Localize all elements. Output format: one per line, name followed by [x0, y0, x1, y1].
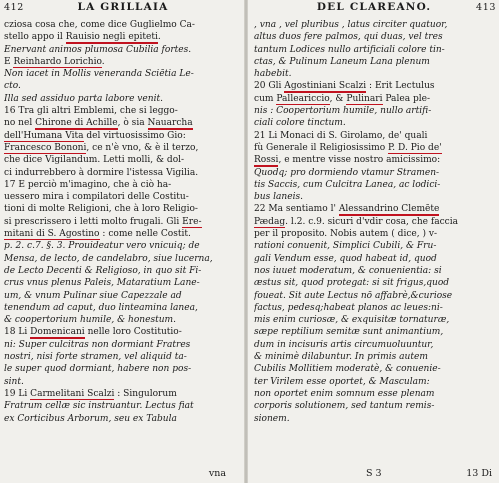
underlined-reference: Ere-	[182, 216, 202, 227]
right-page-number: 413	[476, 2, 496, 13]
text-segment: Mensa, de lecto, de candelabro, siue lucerna,	[4, 253, 213, 264]
text-line	[254, 277, 496, 289]
text-line	[4, 179, 240, 191]
text-segment: tenendum ad caput, duo linteamina lanea,	[4, 302, 198, 313]
text-segment: Enervant animos plumosa Cubilia fortes.	[4, 44, 192, 55]
underlined-reference: Carmelitani Scalzi	[30, 388, 115, 399]
text-segment: ni: Super culcitras non dormiant Fratres	[4, 339, 191, 350]
text-line	[4, 105, 240, 117]
text-segment: Non iacet in Mollis veneranda Sciētia Le-	[4, 69, 194, 80]
right-running-title: DEL CLAREANO.	[316, 1, 432, 13]
text-line	[4, 388, 240, 400]
text-line	[254, 179, 496, 191]
text-segment: fù Generale il Religiosissimo	[254, 142, 389, 153]
text-segment: ci indurrebbero à dormire l'istessa Vigilia.	[4, 167, 199, 178]
underlined-reference: Alessandrino Clemēte	[338, 204, 440, 215]
text-line	[254, 376, 496, 388]
underlined-reference: Domenicani	[30, 327, 85, 338]
text-segment: gali Vendum esse, quod habeat id, quod	[254, 253, 437, 264]
text-line	[254, 105, 496, 117]
text-line	[254, 167, 496, 179]
text-line	[4, 117, 240, 129]
text-line	[254, 191, 496, 203]
text-segment: de Lecto Decenti & Religioso, in quo sit Fi-	[4, 265, 202, 276]
left-page-number: 412	[4, 2, 24, 13]
text-line	[4, 167, 240, 179]
text-line	[4, 290, 240, 302]
text-segment: nis : Coopertorium humile, nullo artifi-	[254, 106, 432, 117]
text-line	[4, 93, 240, 105]
text-line	[254, 351, 496, 363]
left-page-text	[4, 19, 240, 425]
text-line	[254, 388, 496, 400]
text-segment: no nel	[4, 118, 36, 129]
text-line	[254, 363, 496, 375]
text-segment: altus duos fere palmos, qui duas, vel tres	[254, 32, 443, 43]
text-segment: , vna , vel pluribus , latus circiter quatuor,	[254, 20, 448, 30]
text-segment: p. 2. c.7. §. 3. Prouideatur vero vnicuiq; de	[4, 241, 200, 252]
text-line	[254, 19, 496, 31]
text-line	[4, 339, 240, 351]
text-segment: crus vnus plenus Paleis, Mataratium Lane-	[4, 278, 200, 289]
text-line	[4, 400, 240, 412]
text-line	[4, 203, 240, 215]
text-line	[4, 31, 240, 43]
text-segment: : come nelle Costit.	[99, 229, 191, 240]
text-segment: : Erit Lectulus	[366, 81, 435, 92]
underlined-reference: P. D. Pio de'	[388, 142, 442, 153]
right-page-header	[254, 1, 496, 17]
text-line	[4, 413, 240, 425]
text-segment: del virtuosissimo Gio:	[83, 130, 186, 141]
text-line	[4, 142, 240, 154]
text-segment: ex Corticibus Arborum, seu ex Tabula	[4, 413, 177, 424]
text-segment: : Singulorum	[114, 388, 177, 399]
text-segment: ctas, & Pulinum Laneum Lana plenum	[254, 56, 430, 67]
text-line	[254, 413, 496, 425]
text-segment: dum in incisuris artis circumuoluuntur,	[254, 339, 434, 350]
underlined-reference: Rauisio negli epiteti	[65, 32, 158, 43]
text-segment: , ce n'è vno, & è il terzo,	[86, 142, 199, 153]
text-segment: tis Saccis, cum Culcitra Lanea, ac lodici-	[254, 179, 441, 190]
text-segment: tioni di molte Religioni, che à loro Religio-	[4, 204, 198, 215]
text-segment: mis enim curiosæ, & exquisitæ tornaturæ,	[254, 315, 450, 326]
text-segment: uessero mira i compilatori delle Costitu-	[4, 192, 189, 203]
text-line	[4, 302, 240, 314]
text-segment: sint.	[4, 376, 24, 387]
text-segment: foueat. Sit aute Lectus nō affabrè,&curiose	[254, 290, 453, 301]
underlined-reference: Chirone di Achille	[35, 118, 118, 129]
right-page-text	[254, 19, 496, 425]
text-line	[254, 302, 496, 314]
text-line	[4, 228, 240, 240]
underlined-reference: Nauarcha	[147, 118, 193, 129]
text-segment: 19 Li	[4, 388, 31, 399]
text-segment: E	[4, 56, 14, 67]
text-segment: æstus sit, quod protegat: si sit frigus,quod	[254, 278, 450, 289]
text-segment: nelle loro Costitutio-	[84, 327, 182, 338]
book-gutter	[244, 0, 248, 483]
right-page	[254, 0, 496, 483]
underlined-reference: Reinhardo Lorichio	[13, 56, 102, 67]
text-segment: 20 Gli	[254, 81, 285, 92]
text-segment: um, & vnum Pulinar siue Capezzale ad	[4, 290, 182, 301]
text-line	[4, 154, 240, 166]
underlined-reference: dell'Humana Vita	[4, 130, 84, 141]
text-segment: sæpe reptilium semitæ sunt animantium,	[254, 327, 444, 338]
text-segment: .	[101, 56, 105, 67]
text-line	[254, 68, 496, 80]
text-segment: 21 Li Monaci di S. Girolamo, de' quali	[254, 130, 428, 141]
underlined-reference: Pulinari	[346, 93, 383, 104]
text-line	[254, 203, 496, 215]
text-segment: & coopertorium humile, & honestum.	[4, 315, 177, 326]
text-segment: Fratrum cellæ sic instruantur. Lectus fiat	[4, 401, 194, 412]
text-segment: sionem.	[254, 413, 290, 424]
text-line	[254, 117, 496, 129]
text-line	[4, 277, 240, 289]
underlined-reference: Pædag	[254, 216, 286, 227]
text-segment: nos iuuet moderatum, & conuenientia: si	[254, 265, 442, 276]
text-segment: ciali colore tinctum.	[254, 118, 346, 129]
text-segment: 17 E perciò m'imagino, che à ciò ha-	[4, 179, 172, 190]
text-segment: stello appo il	[4, 32, 66, 43]
text-line	[254, 240, 496, 252]
text-segment: bus laneis.	[254, 192, 304, 203]
text-line	[254, 253, 496, 265]
text-line	[4, 326, 240, 338]
text-segment: 22 Ma sentiamo l'	[254, 204, 339, 215]
left-running-title: LA GRILLAIA	[77, 1, 169, 13]
text-line	[4, 68, 240, 80]
right-catchword: 13 Di	[466, 468, 492, 479]
text-line	[254, 93, 496, 105]
text-segment: corporis solutionem, sed tantum remis-	[254, 401, 435, 412]
text-segment: Cubilis Mollitiem moderatè, & conuenie-	[254, 364, 441, 375]
text-segment: Quodq; pro dormiendo vtamur Stramen-	[254, 167, 440, 178]
text-segment: rationi conuenit, Simplici Cubili, & Fru-	[254, 241, 437, 252]
text-line	[4, 216, 240, 228]
underlined-reference: Agostiniani Scalzi	[284, 81, 367, 92]
text-line	[4, 240, 240, 252]
text-segment: , ò sia	[117, 118, 148, 129]
text-segment: per il proposito. Nobis autem ( dice, ) v-	[254, 229, 438, 240]
text-segment: nostri, nisi forte stramen, vel aliquid ta-	[4, 352, 187, 363]
text-line	[254, 314, 496, 326]
text-segment: habebit.	[254, 69, 292, 80]
text-line	[4, 376, 240, 388]
text-segment: cziosa cosa che, come dice Guglielmo Ca-	[4, 20, 195, 30]
text-segment: . l.2. c.9. sicuri d'vdir cosa, che faccia	[285, 216, 459, 227]
left-page-footer	[4, 468, 240, 479]
text-line	[254, 216, 496, 228]
text-segment: cum	[254, 93, 277, 104]
text-line	[254, 130, 496, 142]
text-line	[4, 19, 240, 31]
text-line	[254, 56, 496, 68]
text-segment: che dice Vigilandum. Letti molli, & dol-	[4, 155, 185, 166]
text-segment: 16 Tra gli altri Emblemi, che si leggo-	[4, 106, 178, 117]
text-line	[254, 400, 496, 412]
text-segment: factus, pedesq;habeat planos ac leues:ni-	[254, 302, 443, 313]
text-line	[4, 314, 240, 326]
text-segment: Palea ple-	[382, 93, 431, 104]
text-segment: , e mentre visse nostro amicissimo:	[278, 155, 441, 166]
underlined-reference: Francesco Bononi	[4, 142, 87, 153]
text-line	[4, 80, 240, 92]
signature-mark: S 3	[366, 468, 382, 479]
left-catchword: vna	[208, 468, 226, 479]
text-segment: non oportet enim somnum esse plenam	[254, 388, 435, 399]
text-line	[254, 142, 496, 154]
left-page-header	[4, 1, 240, 17]
text-line	[254, 228, 496, 240]
underlined-reference: Rossi	[254, 155, 279, 166]
text-segment: ter Virilem esse oportet, & Masculam:	[254, 376, 430, 387]
text-line	[254, 339, 496, 351]
text-segment: le super quod dormiant, habere non pos-	[4, 364, 192, 375]
text-line	[4, 363, 240, 375]
text-segment: .	[157, 32, 161, 43]
left-page	[4, 0, 240, 483]
text-line	[254, 44, 496, 56]
text-line	[254, 31, 496, 43]
text-segment: , &	[329, 93, 347, 104]
text-segment: & minimè dilabuntur. In primis autem	[254, 352, 428, 363]
underlined-reference: Palleariccio	[276, 93, 330, 104]
text-line	[254, 290, 496, 302]
underlined-reference: mitani di S. Agostino	[4, 229, 100, 240]
text-line	[4, 191, 240, 203]
text-line	[254, 154, 496, 166]
text-line	[254, 326, 496, 338]
text-line	[4, 56, 240, 68]
text-segment: tantum Lodices nullo artificiali colore tin-	[254, 44, 445, 55]
text-segment: Illa sed assiduo parta labore venit.	[4, 93, 163, 104]
text-segment: si prescrissero i letti molto frugali. Gli	[4, 216, 183, 227]
text-segment: 18 Li	[4, 327, 31, 338]
text-line	[254, 80, 496, 92]
text-line	[4, 253, 240, 265]
right-page-footer	[254, 468, 496, 479]
text-line	[4, 44, 240, 56]
text-line	[254, 265, 496, 277]
text-segment: cto.	[4, 81, 21, 92]
text-line	[4, 265, 240, 277]
text-line	[4, 130, 240, 142]
text-line	[4, 351, 240, 363]
